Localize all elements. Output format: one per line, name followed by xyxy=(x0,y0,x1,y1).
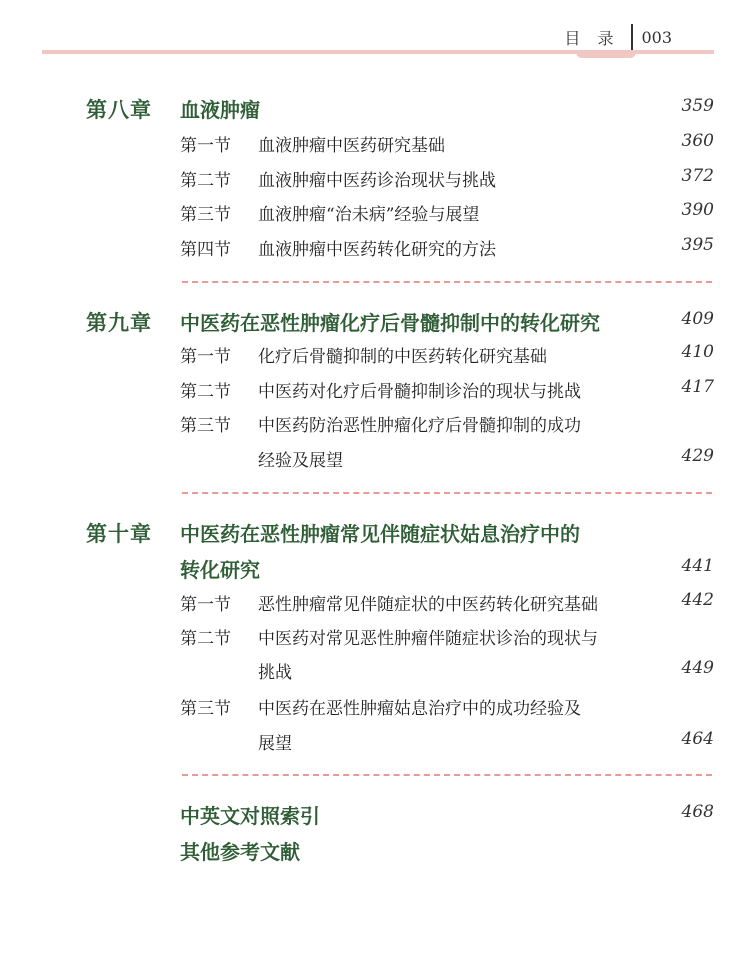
page-number: 464 xyxy=(681,729,714,749)
section-title: 血液肿瘤中医药诊治现状与挑战 xyxy=(258,171,496,191)
appendix-title: 中英文对照索引 xyxy=(180,804,320,828)
chapter-title: 中医药在恶性肿瘤化疗后骨髓抑制中的转化研究 xyxy=(180,311,600,335)
section-label: 第一节 xyxy=(180,595,231,615)
page-number: 468 xyxy=(681,802,714,822)
toc-section[interactable] xyxy=(0,624,750,654)
chapter-title: 血液肿瘤 xyxy=(180,98,260,122)
chapter-divider xyxy=(182,492,712,494)
section-label: 第三节 xyxy=(180,205,231,225)
header-page-number: 003 xyxy=(641,27,672,47)
section-label: 第一节 xyxy=(180,136,231,156)
section-title: 中医药在恶性肿瘤姑息治疗中的成功经验及 xyxy=(258,699,581,719)
section-title-continued: 挑战 xyxy=(258,663,292,683)
page-number: 360 xyxy=(681,131,714,151)
section-title: 中医药对化疗后骨髓抑制诊治的现状与挑战 xyxy=(258,382,581,402)
toc-chapter-8[interactable] xyxy=(0,94,750,124)
page-number: 359 xyxy=(681,96,714,116)
toc-chapter-10-continued[interactable] xyxy=(0,554,750,584)
toc-section[interactable] xyxy=(0,235,750,265)
page-number: 390 xyxy=(681,200,714,220)
page-number: 395 xyxy=(681,235,714,255)
section-label: 第二节 xyxy=(180,629,231,649)
page-number: 429 xyxy=(681,446,714,466)
section-title: 血液肿瘤中医药转化研究的方法 xyxy=(258,240,496,260)
section-title: 中医药对常见恶性肿瘤伴随症状诊治的现状与 xyxy=(258,629,598,649)
section-label: 第四节 xyxy=(180,240,231,260)
toc-section-continued[interactable] xyxy=(0,658,750,688)
toc-appendix-index[interactable] xyxy=(0,800,750,830)
section-title: 血液肿瘤“治未病”经验与展望 xyxy=(258,205,480,225)
toc-section[interactable] xyxy=(0,411,750,441)
page-number: 449 xyxy=(681,658,714,678)
section-label: 第一节 xyxy=(180,347,231,367)
running-header xyxy=(564,22,672,52)
page-number: 417 xyxy=(681,377,714,397)
page-number: 441 xyxy=(681,556,714,576)
chapter-label: 第八章 xyxy=(86,97,152,122)
section-title: 血液肿瘤中医药研究基础 xyxy=(258,136,445,156)
chapter-title: 中医药在恶性肿瘤常见伴随症状姑息治疗中的 xyxy=(180,522,580,546)
section-title: 中医药防治恶性肿瘤化疗后骨髓抑制的成功 xyxy=(258,416,581,436)
toc-section-continued[interactable] xyxy=(0,446,750,476)
appendix-title: 其他参考文献 xyxy=(180,840,300,864)
toc-section[interactable] xyxy=(0,166,750,196)
page-number: 409 xyxy=(681,309,714,329)
section-title-continued: 展望 xyxy=(258,734,292,754)
header-divider xyxy=(631,24,633,50)
header-section-title: 目 录 xyxy=(564,28,620,48)
page-number: 410 xyxy=(681,342,714,362)
chapter-label: 第九章 xyxy=(86,310,152,335)
toc-chapter-10[interactable] xyxy=(0,518,750,548)
section-label: 第二节 xyxy=(180,382,231,402)
section-title: 恶性肿瘤常见伴随症状的中医药转化研究基础 xyxy=(258,595,598,615)
toc-section-continued[interactable] xyxy=(0,729,750,759)
page-number: 372 xyxy=(681,166,714,186)
toc-appendix-references[interactable] xyxy=(0,836,750,866)
section-title: 化疗后骨髓抑制的中医药转化研究基础 xyxy=(258,347,547,367)
toc-section[interactable] xyxy=(0,131,750,161)
toc-section[interactable] xyxy=(0,200,750,230)
toc-section[interactable] xyxy=(0,377,750,407)
chapter-title-continued: 转化研究 xyxy=(180,558,260,582)
page-number: 442 xyxy=(681,590,714,610)
toc-section[interactable] xyxy=(0,694,750,724)
section-label: 第二节 xyxy=(180,171,231,191)
chapter-label: 第十章 xyxy=(86,521,152,546)
header-tab xyxy=(576,50,636,58)
toc-chapter-9[interactable] xyxy=(0,307,750,337)
section-label: 第三节 xyxy=(180,699,231,719)
chapter-divider xyxy=(182,281,712,283)
toc-section[interactable] xyxy=(0,342,750,372)
section-label: 第三节 xyxy=(180,416,231,436)
section-title-continued: 经验及展望 xyxy=(258,451,343,471)
toc-section[interactable] xyxy=(0,590,750,620)
chapter-divider xyxy=(182,774,712,776)
